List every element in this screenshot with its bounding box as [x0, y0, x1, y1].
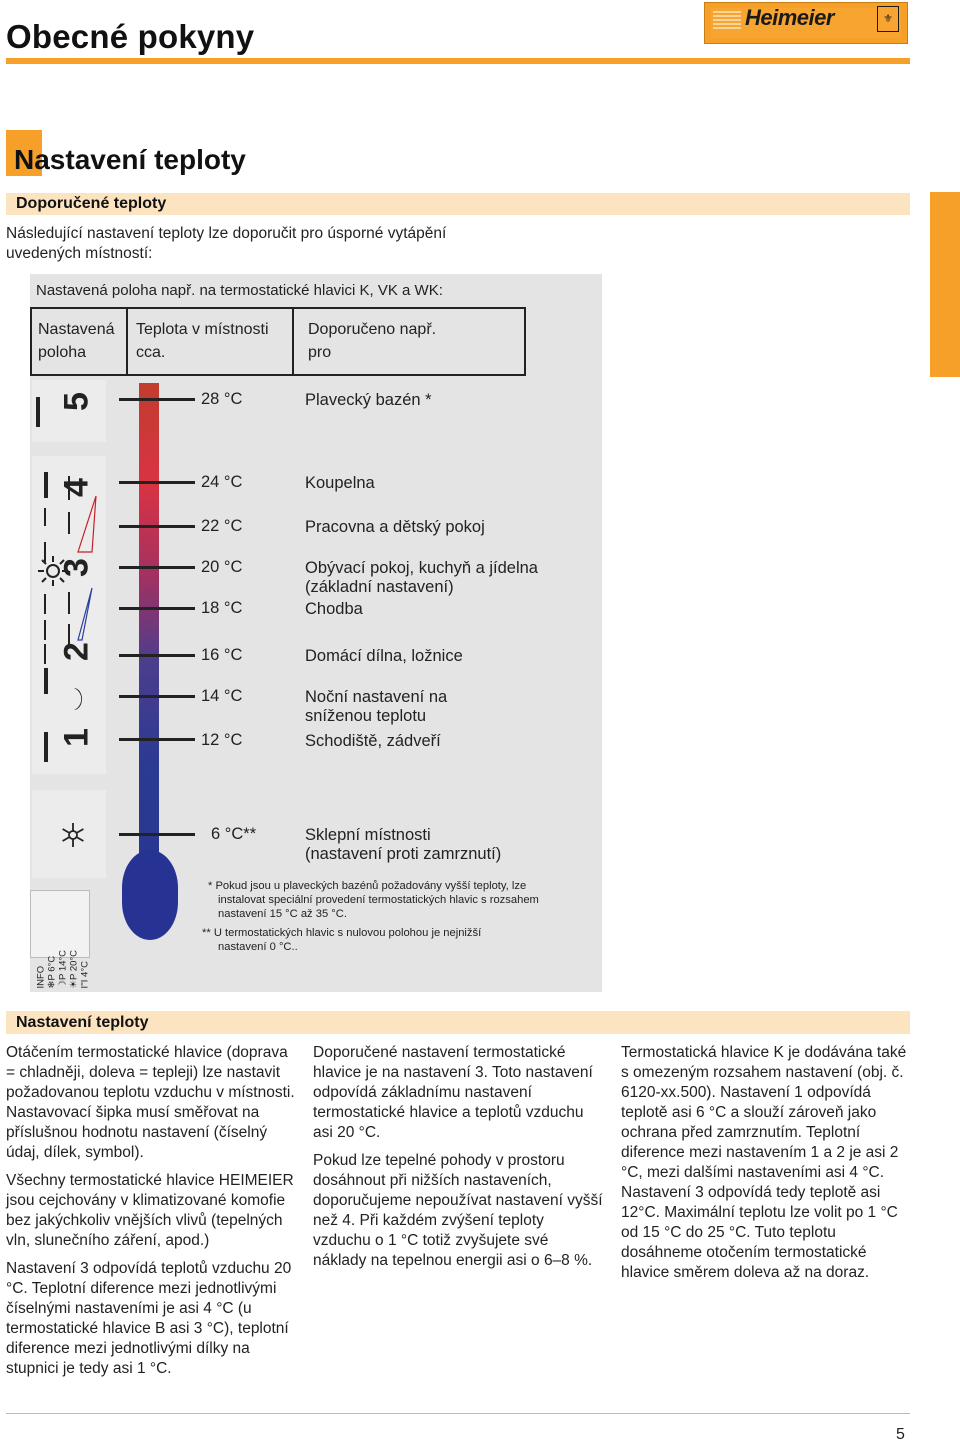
scale-digit-5: 5 [57, 392, 96, 411]
header-recommended: Doporučeno např. pro [308, 321, 437, 361]
thermometer-tick [119, 525, 195, 528]
thermometer-tick [119, 566, 195, 569]
info-label-box [30, 890, 91, 989]
info-label: INFO ❄P 6°C ☽P 14°C ☀P 20°C I''I 4°C [35, 949, 91, 989]
header-position: Nastavená poloha [38, 321, 115, 361]
red-wedge-icon [76, 494, 98, 554]
row-room: Obývací pokoj, kuchyň a jídelna (základní nastavení) [305, 559, 538, 596]
snowflake-icon [60, 822, 86, 848]
scale-mark [68, 512, 70, 534]
paragraph: Otáčením termostatické hlavice (doprava = chladněji, doleva = tepleji) lze nastavit požadovanou teplotu vzduchu v místnosti. Nastavovací šipka musí směřovat na příslušnou hodnotu nastavení (číselný údaj, dílek, symbol). [6, 1044, 295, 1161]
thermometer-tick [119, 654, 195, 657]
logo-text: Heimeier [745, 5, 834, 30]
row-temp: 22 °C [201, 517, 243, 535]
header-divider [126, 307, 128, 376]
settings-title: Nastavení teploty [16, 1014, 149, 1031]
scale-mark [44, 732, 48, 762]
row-temp: 16 °C [201, 646, 243, 664]
scale-mark [68, 592, 70, 614]
scale-mark [44, 594, 46, 614]
settings-band [6, 1011, 910, 1034]
row-temp: 12 °C [201, 731, 243, 749]
row-temp: 20 °C [201, 558, 243, 576]
scale-mark [44, 472, 48, 498]
section-title: Nastavení teploty [14, 144, 246, 175]
page-number: 5 [896, 1426, 905, 1443]
row-room: Koupelna [305, 474, 375, 492]
heimeier-logo [704, 2, 908, 44]
thermometer-tick [119, 738, 195, 741]
row-room: Plavecký bazén * [305, 391, 432, 409]
thermometer-tick [119, 607, 195, 610]
scale-segment-main [32, 456, 106, 774]
row-room: Chodba [305, 600, 363, 618]
row-room: Schodiště, zádveří [305, 732, 441, 750]
row-room: Pracovna a dětský pokoj [305, 518, 485, 536]
row-temp: 6 °C** [211, 825, 257, 843]
header-divider [292, 307, 294, 376]
row-temp: 14 °C [201, 687, 243, 705]
scale-digit-3: 3 [57, 558, 96, 577]
thermometer-tick [119, 833, 195, 836]
moon-icon [66, 684, 96, 714]
footnote-pool: * Pokud jsou u plaveckých bazénů požadovány vyšší teploty, lze instalovat speciální provedení termostatických hlavic s rozsahem nastavení 15 °C až 35 °C. [208, 880, 539, 920]
heimeier-emblem-icon: ⚜ [877, 6, 899, 32]
paragraph: Doporučené nastavení termostatické hlavice je na nastavení 3. Toto nastavení odpovídá základnímu nastavení termostatické hlavice a teplotů vzduchu asi 20 °C. [313, 1044, 593, 1141]
logo-stripes [713, 11, 741, 29]
thermometer-bulb [122, 850, 178, 940]
subsection-band [6, 193, 910, 215]
thermometer-tick [119, 398, 195, 401]
row-temp: 24 °C [201, 473, 243, 491]
scale-segment-frost [32, 790, 106, 878]
scale-digit-1: 1 [57, 728, 96, 747]
scale-mark [36, 397, 40, 427]
scale-digit-4: 4 [57, 478, 96, 497]
page-title: Obecné pokyny [6, 18, 255, 55]
scale-digit-2: 2 [57, 642, 96, 661]
thermometer-tube [139, 383, 159, 893]
settings-column-3 [621, 1043, 911, 1291]
blue-wedge-icon [76, 586, 98, 642]
subsection-title: Doporučené teploty [16, 195, 167, 212]
page-side-tab [930, 192, 960, 377]
header-temperature: Teplota v místnosti cca. [136, 321, 269, 361]
header-rule [6, 58, 910, 64]
row-temp: 18 °C [201, 599, 243, 617]
scale-segment-5 [32, 380, 106, 442]
footer-rule [6, 1413, 910, 1414]
scale-mark [44, 668, 48, 694]
footnote-zero: ** U termostatických hlavic s nulovou polohou je nejnižší nastavení 0 °C.. [202, 927, 482, 953]
scale-mark [44, 508, 46, 526]
row-room: Sklepní místnosti (nastavení proti zamrznutí) [305, 826, 502, 863]
paragraph: Pokud lze tepelné pohody v prostoru dosáhnout při nižších nastaveních, doporučujeme nepoužívat nastavení vyšší než 4. Při každém zvýšení teploty vzduchu o 1 °C totiž zvyšujete své náklady na tepelnou energii asi o 6–8 %. [313, 1152, 603, 1269]
intro-text: Následující nastavení teploty lze doporučit pro úsporné vytápění uvedených místností: [6, 225, 447, 262]
paragraph: Nastavení 3 odpovídá teplotů vzduchu 20 °C. Teplotní diference mezi jednotlivými číselnými nastaveními je asi 4 °C (u termostatické hlavice B asi 3 °C), teplotní diference mezi jednotlivými dílky na stupnici je tedy asi 1 °C. [6, 1260, 292, 1377]
scale-mark [44, 620, 46, 640]
paragraph: Všechny termostatické hlavice HEIMEIER jsou cejchovány v klimatizované komofie bez jakýchkoliv vnějších vlivů (tepelných vln, slunečního záření, apod.) [6, 1172, 294, 1249]
row-temp: 28 °C [201, 390, 243, 408]
paragraph: Termostatická hlavice K je dodávána také s omezeným rozsahem nastavení (obj. č. 6120-xx.500). Nastavení 1 odpovídá teplotě asi 6 °C a slouží zároveň jako ochrana před zamrznutím. Teplotní diference mezi nastavením 1 a 2 je asi 2 °C, mezi dalšími nastaveními asi 4 °C. Nastavení 3 odpovídá tedy teplotě asi 12°C. Maximální teplotu lze volit po 1 °C od 15 °C do 25 °C. Tuto teplotu dosáhneme otočením termostatické hlavice směrem doleva až na doraz. [621, 1044, 907, 1281]
settings-column-2 [313, 1043, 603, 1279]
settings-column-1 [6, 1043, 296, 1387]
panel-caption: Nastavená poloha např. na termostatické hlavici K, VK a WK: [36, 282, 443, 299]
thermometer-tick [119, 481, 195, 484]
scale-mark [44, 644, 46, 664]
thermometer-tick [119, 695, 195, 698]
row-room: Domácí dílna, ložnice [305, 647, 463, 665]
row-room: Noční nastavení na sníženou teplotu [305, 688, 448, 725]
